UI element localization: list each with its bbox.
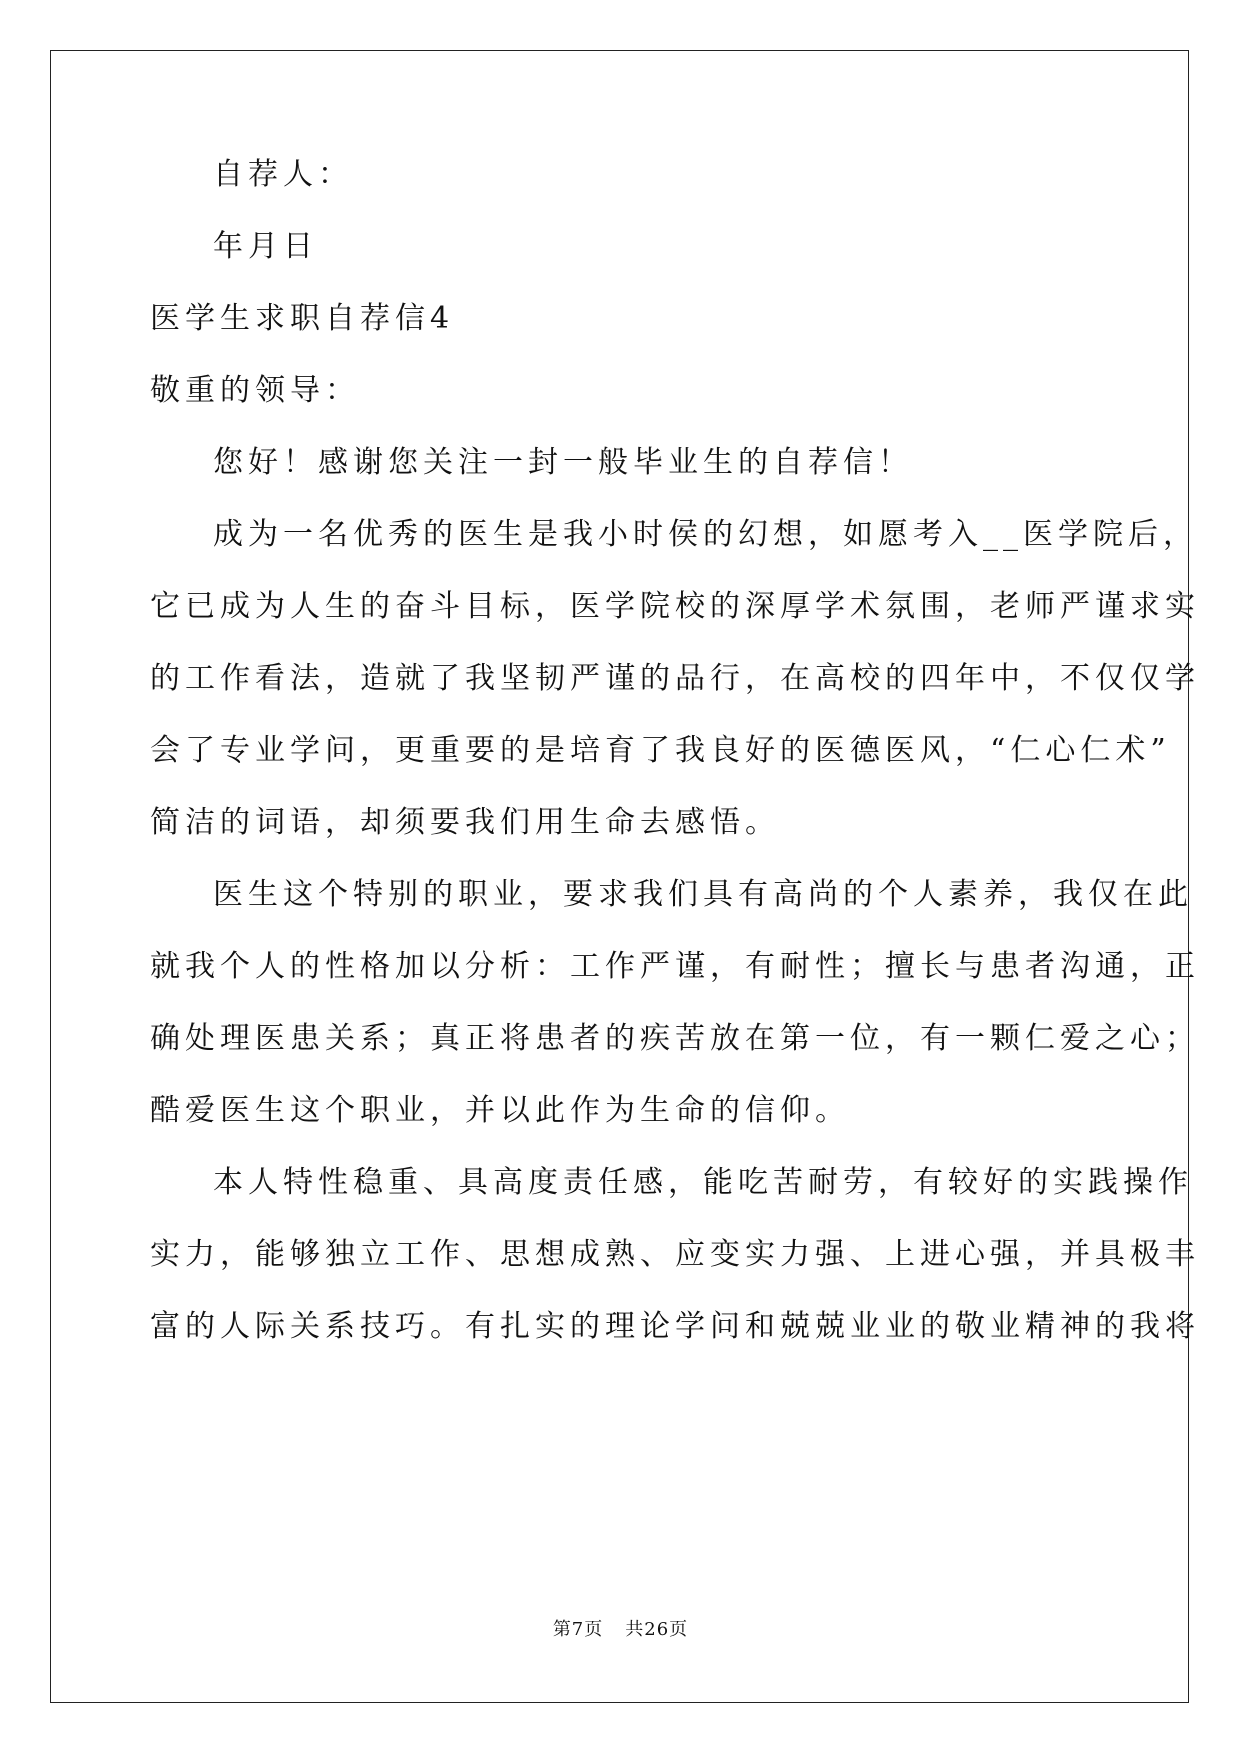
greeting-line: 您好！感谢您关注一封一般毕业生的自荐信！ — [213, 445, 913, 480]
date-line: 年月日 — [213, 229, 318, 264]
paragraph-line: 成为一名优秀的医生是我小时侯的幻想，如愿考入__医学院后， — [213, 517, 1198, 552]
page-total: 共26页 — [625, 1619, 689, 1640]
paragraph-line: 医生这个特别的职业，要求我们具有高尚的个人素养，我仅在此 — [213, 877, 1193, 912]
paragraph-line: 富的人际关系技巧。有扎实的理论学问和兢兢业业的敬业精神的我将 — [150, 1309, 1200, 1344]
paragraph-line: 酷爱医生这个职业，并以此作为生命的信仰。 — [150, 1093, 850, 1128]
paragraph-line: 它已成为人生的奋斗目标，医学院校的深厚学术氛围，老师严谨求实 — [150, 589, 1200, 624]
paragraph-line: 本人特性稳重、具高度责任感，能吃苦耐劳，有较好的实践操作 — [213, 1165, 1193, 1200]
paragraph-line: 确处理医患关系；真正将患者的疾苦放在第一位，有一颗仁爱之心； — [150, 1021, 1200, 1056]
signature-label: 自荐人： — [213, 157, 353, 192]
paragraph-line: 简洁的词语，却须要我们用生命去感悟。 — [150, 805, 780, 840]
salutation: 敬重的领导： — [150, 373, 360, 408]
section-title: 医学生求职自荐信4 — [150, 301, 455, 336]
paragraph-line: 就我个人的性格加以分析：工作严谨，有耐性；擅长与患者沟通，正 — [150, 949, 1200, 984]
paragraph-line: 实力，能够独立工作、思想成熟、应变实力强、上进心强，并具极丰 — [150, 1237, 1200, 1272]
paragraph-line: 的工作看法，造就了我坚韧严谨的品行，在高校的四年中，不仅仅学 — [150, 661, 1200, 696]
page-footer — [0, 1618, 1241, 1642]
page-number: 第7页 — [552, 1619, 604, 1640]
paragraph-line: 会了专业学问，更重要的是培育了我良好的医德医风，“仁心仁术” — [150, 733, 1171, 768]
